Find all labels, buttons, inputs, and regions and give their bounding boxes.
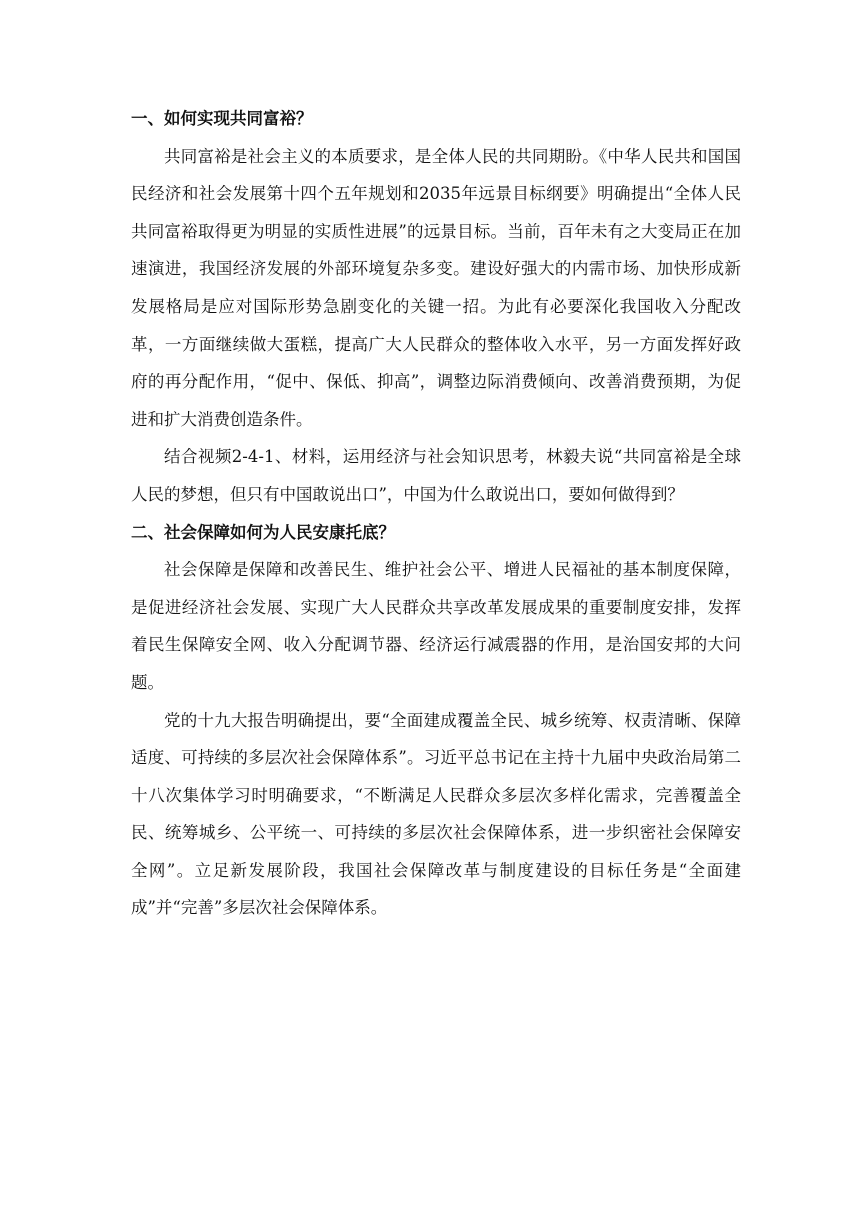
section-1-paragraph-2: 结合视频2-4-1、材料，运用经济与社会知识思考，林毅夫说“共同富裕是全球人民的梦想，但只有中国敢说出口”，中国为什么敢说出口，要如何做得到？: [131, 447, 741, 504]
section-1-paragraph-1: 共同富裕是社会主义的本质要求，是全体人民的共同期盼。《中华人民共和国国民经济和社会发展第十四个五年规划和2035年远景目标纲要》明确提出“全体人民共同富裕取得更为明显的实质性进展”的远景目标。当前，百年未有之大变局正在加速演进，我国经济发展的外部环境复杂多变。建设好强大的内需市场、加快形成新发展格局是应对国际形势急剧变化的关键一招。为此有必要深化我国收入分配改革，一方面继续做大蛋糕，提高广大人民群众的整体收入水平，另一方面发挥好政府的再分配作用，“促中、保低、抑高”，调整边际消费倾向、改善消费预期，为促进和扩大消费创造条件。: [131, 146, 741, 429]
section-1-heading: 一、如何实现共同富裕？: [131, 109, 313, 128]
section-2-paragraph-1: 社会保障是保障和改善民生、维护社会公平、增进人民福祉的基本制度保障，是促进经济社会发展、实现广大人民群众共享改革发展成果的重要制度安排，发挥着民生保障安全网、收入分配调节器、经济运行减震器的作用，是治国安邦的大问题。: [131, 560, 741, 692]
section-2-paragraph-2: 党的十九大报告明确提出，要“全面建成覆盖全民、城乡统筹、权责清晰、保障适度、可持续的多层次社会保障体系”。习近平总书记在主持十九届中央政治局第二十八次集体学习时明确要求，“不断满足人民群众多层次多样化需求，完善覆盖全民、统筹城乡、公平统一、可持续的多层次社会保障体系，进一步织密社会保障安全网”。立足新发展阶段，我国社会保障改革与制度建设的目标任务是“全面建成”并“完善”多层次社会保障体系。: [131, 710, 741, 918]
section-2-heading: 二、社会保障如何为人民安康托底？: [131, 522, 395, 542]
document-body: [131, 100, 741, 927]
